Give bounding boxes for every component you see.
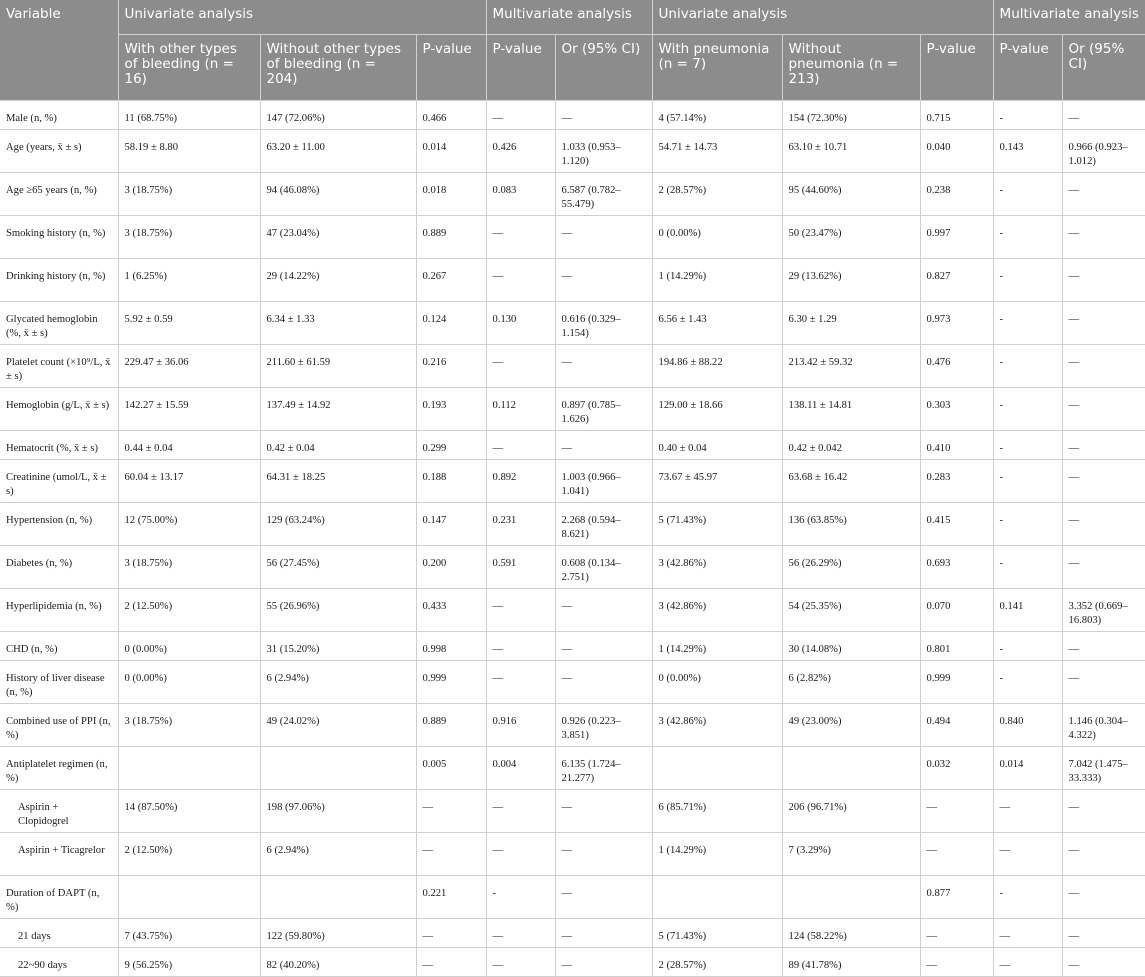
value-cell: —: [1062, 876, 1145, 919]
value-cell: 1 (6.25%): [118, 259, 260, 302]
value-cell: 194.86 ± 88.22: [652, 345, 782, 388]
table-body: [0, 101, 1145, 977]
value-cell: 137.49 ± 14.92: [260, 388, 416, 431]
value-cell: 1 (14.29%): [652, 632, 782, 661]
table-row: [0, 503, 1145, 546]
value-cell: 58.19 ± 8.80: [118, 130, 260, 173]
value-cell: —: [993, 919, 1062, 948]
variable-cell: Age ≥65 years (n, %): [0, 173, 118, 216]
value-cell: 0.014: [993, 747, 1062, 790]
variable-cell: Diabetes (n, %): [0, 546, 118, 589]
multivariate-header-pneumonia: Multivariate analysis: [993, 0, 1145, 35]
value-cell: 0.608 (0.134–2.751): [555, 546, 652, 589]
variable-cell: Hypertension (n, %): [0, 503, 118, 546]
value-cell: 5 (71.43%): [652, 503, 782, 546]
table-row: [0, 345, 1145, 388]
value-cell: 2.268 (0.594–8.621): [555, 503, 652, 546]
value-cell: [118, 876, 260, 919]
value-cell: 0.141: [993, 589, 1062, 632]
variable-cell: Aspirin + Ticagrelor: [0, 833, 118, 876]
without-bleeding-header: Without other types of bleeding (n = 204): [260, 35, 416, 101]
value-cell: 0.889: [416, 704, 486, 747]
value-cell: 6.56 ± 1.43: [652, 302, 782, 345]
value-cell: —: [555, 632, 652, 661]
table-row: [0, 460, 1145, 503]
value-cell: —: [555, 833, 652, 876]
value-cell: -: [486, 876, 555, 919]
value-cell: 6 (2.82%): [782, 661, 920, 704]
p-value-header: P-value: [920, 35, 993, 101]
value-cell: 6 (2.94%): [260, 833, 416, 876]
value-cell: 0.42 ± 0.042: [782, 431, 920, 460]
p-value-header: P-value: [486, 35, 555, 101]
value-cell: 0.221: [416, 876, 486, 919]
value-cell: —: [993, 948, 1062, 977]
value-cell: 0.143: [993, 130, 1062, 173]
value-cell: 63.20 ± 11.00: [260, 130, 416, 173]
value-cell: 56 (26.29%): [782, 546, 920, 589]
value-cell: 1 (14.29%): [652, 259, 782, 302]
or-ci-header: Or (95% CI): [555, 35, 652, 101]
value-cell: 0.889: [416, 216, 486, 259]
value-cell: —: [486, 833, 555, 876]
value-cell: 1 (14.29%): [652, 833, 782, 876]
value-cell: 60.04 ± 13.17: [118, 460, 260, 503]
value-cell: 30 (14.08%): [782, 632, 920, 661]
variable-cell: CHD (n, %): [0, 632, 118, 661]
value-cell: 4 (57.14%): [652, 101, 782, 130]
value-cell: —: [416, 919, 486, 948]
value-cell: -: [993, 345, 1062, 388]
value-cell: 0.083: [486, 173, 555, 216]
variable-cell: Duration of DAPT (n, %): [0, 876, 118, 919]
value-cell: 0.147: [416, 503, 486, 546]
value-cell: 154 (72.30%): [782, 101, 920, 130]
table-row: [0, 101, 1145, 130]
value-cell: 89 (41.78%): [782, 948, 920, 977]
value-cell: —: [486, 589, 555, 632]
table-row: [0, 747, 1145, 790]
table-row: [0, 173, 1145, 216]
p-value-header: P-value: [993, 35, 1062, 101]
value-cell: 55 (26.96%): [260, 589, 416, 632]
value-cell: —: [555, 876, 652, 919]
value-cell: -: [993, 216, 1062, 259]
value-cell: 3 (18.75%): [118, 173, 260, 216]
value-cell: 0.130: [486, 302, 555, 345]
value-cell: 0.998: [416, 632, 486, 661]
value-cell: [782, 876, 920, 919]
value-cell: [260, 747, 416, 790]
value-cell: —: [486, 661, 555, 704]
value-cell: —: [1062, 431, 1145, 460]
value-cell: —: [993, 790, 1062, 833]
value-cell: 0.216: [416, 345, 486, 388]
value-cell: 5.92 ± 0.59: [118, 302, 260, 345]
value-cell: 94 (46.08%): [260, 173, 416, 216]
value-cell: 0.410: [920, 431, 993, 460]
value-cell: -: [993, 876, 1062, 919]
value-cell: 0.188: [416, 460, 486, 503]
value-cell: 7 (3.29%): [782, 833, 920, 876]
value-cell: -: [993, 661, 1062, 704]
value-cell: 3 (42.86%): [652, 589, 782, 632]
value-cell: —: [555, 790, 652, 833]
value-cell: 7.042 (1.475–33.333): [1062, 747, 1145, 790]
value-cell: —: [486, 790, 555, 833]
p-value-header: P-value: [416, 35, 486, 101]
value-cell: —: [486, 948, 555, 977]
value-cell: -: [993, 101, 1062, 130]
value-cell: 9 (56.25%): [118, 948, 260, 977]
with-pneumonia-header: With pneumonia (n = 7): [652, 35, 782, 101]
value-cell: 0.44 ± 0.04: [118, 431, 260, 460]
or-ci-header: Or (95% CI): [1062, 35, 1145, 101]
value-cell: —: [920, 948, 993, 977]
value-cell: 3 (42.86%): [652, 546, 782, 589]
value-cell: 0.299: [416, 431, 486, 460]
value-cell: 64.31 ± 18.25: [260, 460, 416, 503]
value-cell: —: [416, 833, 486, 876]
value-cell: —: [1062, 546, 1145, 589]
value-cell: 49 (23.00%): [782, 704, 920, 747]
value-cell: 0 (0.00%): [652, 216, 782, 259]
value-cell: 6.135 (1.724–21.277): [555, 747, 652, 790]
value-cell: 49 (24.02%): [260, 704, 416, 747]
table-row: [0, 790, 1145, 833]
value-cell: 206 (96.71%): [782, 790, 920, 833]
value-cell: 0.999: [416, 661, 486, 704]
value-cell: 54.71 ± 14.73: [652, 130, 782, 173]
value-cell: —: [1062, 919, 1145, 948]
value-cell: 82 (40.20%): [260, 948, 416, 977]
value-cell: 2 (12.50%): [118, 589, 260, 632]
value-cell: —: [1062, 216, 1145, 259]
with-bleeding-header: With other types of bleeding (n = 16): [118, 35, 260, 101]
value-cell: 0.238: [920, 173, 993, 216]
variable-cell: Male (n, %): [0, 101, 118, 130]
multivariate-header-bleeding: Multivariate analysis: [486, 0, 652, 35]
value-cell: 11 (68.75%): [118, 101, 260, 130]
value-cell: 1.146 (0.304–4.322): [1062, 704, 1145, 747]
value-cell: —: [1062, 460, 1145, 503]
value-cell: —: [555, 216, 652, 259]
value-cell: 0.303: [920, 388, 993, 431]
table-row: [0, 216, 1145, 259]
value-cell: 0.892: [486, 460, 555, 503]
variable-cell: Hyperlipidemia (n, %): [0, 589, 118, 632]
value-cell: 6 (2.94%): [260, 661, 416, 704]
value-cell: 0.999: [920, 661, 993, 704]
value-cell: 0.283: [920, 460, 993, 503]
value-cell: 0.877: [920, 876, 993, 919]
value-cell: 0.494: [920, 704, 993, 747]
value-cell: 47 (23.04%): [260, 216, 416, 259]
value-cell: 0.693: [920, 546, 993, 589]
value-cell: 0.966 (0.923–1.012): [1062, 130, 1145, 173]
value-cell: 0.897 (0.785–1.626): [555, 388, 652, 431]
table-row: [0, 948, 1145, 977]
table-row: [0, 130, 1145, 173]
univariate-header-pneumonia: Univariate analysis: [652, 0, 993, 35]
value-cell: [260, 876, 416, 919]
variable-cell: Platelet count (×10⁹/L, x̄ ± s): [0, 345, 118, 388]
table-row: [0, 546, 1145, 589]
value-cell: 198 (97.06%): [260, 790, 416, 833]
value-cell: 0.014: [416, 130, 486, 173]
value-cell: —: [1062, 661, 1145, 704]
variable-cell: 22~90 days: [0, 948, 118, 977]
variable-cell: Drinking history (n, %): [0, 259, 118, 302]
value-cell: 0.070: [920, 589, 993, 632]
value-cell: —: [1062, 503, 1145, 546]
value-cell: 147 (72.06%): [260, 101, 416, 130]
variable-header: Variable: [0, 0, 118, 101]
value-cell: —: [416, 790, 486, 833]
value-cell: 0.466: [416, 101, 486, 130]
value-cell: 3 (18.75%): [118, 216, 260, 259]
value-cell: 73.67 ± 45.97: [652, 460, 782, 503]
value-cell: —: [1062, 790, 1145, 833]
value-cell: [118, 747, 260, 790]
value-cell: 0.40 ± 0.04: [652, 431, 782, 460]
value-cell: -: [993, 632, 1062, 661]
variable-cell: Smoking history (n, %): [0, 216, 118, 259]
value-cell: 0.231: [486, 503, 555, 546]
value-cell: 0.200: [416, 546, 486, 589]
value-cell: —: [1062, 948, 1145, 977]
value-cell: —: [1062, 101, 1145, 130]
value-cell: 3.352 (0.669–16.803): [1062, 589, 1145, 632]
value-cell: —: [486, 101, 555, 130]
variable-cell: Age (years, x̄ ± s): [0, 130, 118, 173]
value-cell: 0.840: [993, 704, 1062, 747]
value-cell: 29 (13.62%): [782, 259, 920, 302]
table-row: [0, 919, 1145, 948]
value-cell: —: [486, 345, 555, 388]
value-cell: -: [993, 388, 1062, 431]
variable-cell: Antiplatelet regimen (n, %): [0, 747, 118, 790]
value-cell: 2 (12.50%): [118, 833, 260, 876]
value-cell: —: [555, 259, 652, 302]
value-cell: —: [993, 833, 1062, 876]
variable-cell: Glycated hemoglobin (%, x̄ ± s): [0, 302, 118, 345]
without-pneumonia-header: Without pneumonia (n = 213): [782, 35, 920, 101]
value-cell: 1.033 (0.953–1.120): [555, 130, 652, 173]
value-cell: 12 (75.00%): [118, 503, 260, 546]
value-cell: —: [1062, 259, 1145, 302]
value-cell: —: [555, 919, 652, 948]
value-cell: [652, 747, 782, 790]
value-cell: —: [920, 833, 993, 876]
value-cell: -: [993, 546, 1062, 589]
table-row: [0, 302, 1145, 345]
table-row: [0, 589, 1145, 632]
value-cell: —: [920, 790, 993, 833]
value-cell: 3 (18.75%): [118, 704, 260, 747]
value-cell: 0.591: [486, 546, 555, 589]
value-cell: 63.68 ± 16.42: [782, 460, 920, 503]
value-cell: 54 (25.35%): [782, 589, 920, 632]
value-cell: —: [486, 919, 555, 948]
value-cell: 0 (0.00%): [652, 661, 782, 704]
value-cell: 0.916: [486, 704, 555, 747]
value-cell: 0.973: [920, 302, 993, 345]
table-row: [0, 833, 1145, 876]
table-row: [0, 431, 1145, 460]
value-cell: 229.47 ± 36.06: [118, 345, 260, 388]
value-cell: —: [1062, 173, 1145, 216]
variable-cell: 21 days: [0, 919, 118, 948]
value-cell: —: [920, 919, 993, 948]
value-cell: -: [993, 460, 1062, 503]
value-cell: —: [555, 661, 652, 704]
value-cell: -: [993, 503, 1062, 546]
value-cell: 0.827: [920, 259, 993, 302]
variable-cell: Creatinine (umol/L, x̄ ± s): [0, 460, 118, 503]
value-cell: 0.801: [920, 632, 993, 661]
variable-cell: Hematocrit (%, x̄ ± s): [0, 431, 118, 460]
value-cell: —: [486, 431, 555, 460]
table-row: [0, 876, 1145, 919]
value-cell: 2 (28.57%): [652, 948, 782, 977]
value-cell: 0.005: [416, 747, 486, 790]
value-cell: 0.616 (0.329–1.154): [555, 302, 652, 345]
value-cell: —: [1062, 302, 1145, 345]
value-cell: 50 (23.47%): [782, 216, 920, 259]
value-cell: 0.018: [416, 173, 486, 216]
value-cell: 3 (18.75%): [118, 546, 260, 589]
value-cell: -: [993, 259, 1062, 302]
value-cell: 0.926 (0.223–3.851): [555, 704, 652, 747]
value-cell: 0.715: [920, 101, 993, 130]
value-cell: 0.124: [416, 302, 486, 345]
value-cell: 129.00 ± 18.66: [652, 388, 782, 431]
value-cell: 6.587 (0.782–55.479): [555, 173, 652, 216]
value-cell: —: [555, 948, 652, 977]
value-cell: 0 (0.00%): [118, 661, 260, 704]
value-cell: 211.60 ± 61.59: [260, 345, 416, 388]
table-row: [0, 632, 1145, 661]
value-cell: —: [1062, 632, 1145, 661]
value-cell: 0.476: [920, 345, 993, 388]
value-cell: 142.27 ± 15.59: [118, 388, 260, 431]
value-cell: -: [993, 302, 1062, 345]
value-cell: 6 (85.71%): [652, 790, 782, 833]
value-cell: 0 (0.00%): [118, 632, 260, 661]
value-cell: 0.004: [486, 747, 555, 790]
table-row: [0, 704, 1145, 747]
value-cell: 0.415: [920, 503, 993, 546]
variable-cell: Aspirin + Clopidogrel: [0, 790, 118, 833]
value-cell: 63.10 ± 10.71: [782, 130, 920, 173]
value-cell: 0.112: [486, 388, 555, 431]
value-cell: 0.032: [920, 747, 993, 790]
table-row: [0, 661, 1145, 704]
value-cell: —: [1062, 833, 1145, 876]
value-cell: —: [486, 259, 555, 302]
value-cell: —: [1062, 388, 1145, 431]
value-cell: 136 (63.85%): [782, 503, 920, 546]
variable-cell: History of liver disease (n, %): [0, 661, 118, 704]
variable-cell: Combined use of PPI (n, %): [0, 704, 118, 747]
value-cell: 129 (63.24%): [260, 503, 416, 546]
table-header: [0, 0, 1145, 101]
value-cell: 0.42 ± 0.04: [260, 431, 416, 460]
value-cell: —: [1062, 345, 1145, 388]
univariate-header-bleeding: Univariate analysis: [118, 0, 486, 35]
value-cell: 29 (14.22%): [260, 259, 416, 302]
value-cell: 138.11 ± 14.81: [782, 388, 920, 431]
value-cell: 0.040: [920, 130, 993, 173]
value-cell: -: [993, 173, 1062, 216]
value-cell: 6.30 ± 1.29: [782, 302, 920, 345]
value-cell: 0.433: [416, 589, 486, 632]
value-cell: 3 (42.86%): [652, 704, 782, 747]
value-cell: 0.426: [486, 130, 555, 173]
value-cell: —: [555, 431, 652, 460]
value-cell: 0.267: [416, 259, 486, 302]
value-cell: 2 (28.57%): [652, 173, 782, 216]
value-cell: 124 (58.22%): [782, 919, 920, 948]
value-cell: —: [555, 589, 652, 632]
variable-cell: Hemoglobin (g/L, x̄ ± s): [0, 388, 118, 431]
table-row: [0, 259, 1145, 302]
value-cell: 6.34 ± 1.33: [260, 302, 416, 345]
value-cell: —: [486, 216, 555, 259]
value-cell: 14 (87.50%): [118, 790, 260, 833]
value-cell: 7 (43.75%): [118, 919, 260, 948]
value-cell: 0.997: [920, 216, 993, 259]
value-cell: —: [486, 632, 555, 661]
value-cell: [652, 876, 782, 919]
value-cell: 95 (44.60%): [782, 173, 920, 216]
value-cell: 56 (27.45%): [260, 546, 416, 589]
value-cell: 1.003 (0.966–1.041): [555, 460, 652, 503]
value-cell: —: [555, 345, 652, 388]
value-cell: 31 (15.20%): [260, 632, 416, 661]
value-cell: -: [993, 431, 1062, 460]
value-cell: 0.193: [416, 388, 486, 431]
value-cell: —: [555, 101, 652, 130]
value-cell: 5 (71.43%): [652, 919, 782, 948]
value-cell: 213.42 ± 59.32: [782, 345, 920, 388]
value-cell: —: [416, 948, 486, 977]
value-cell: 122 (59.80%): [260, 919, 416, 948]
table-row: [0, 388, 1145, 431]
value-cell: [782, 747, 920, 790]
